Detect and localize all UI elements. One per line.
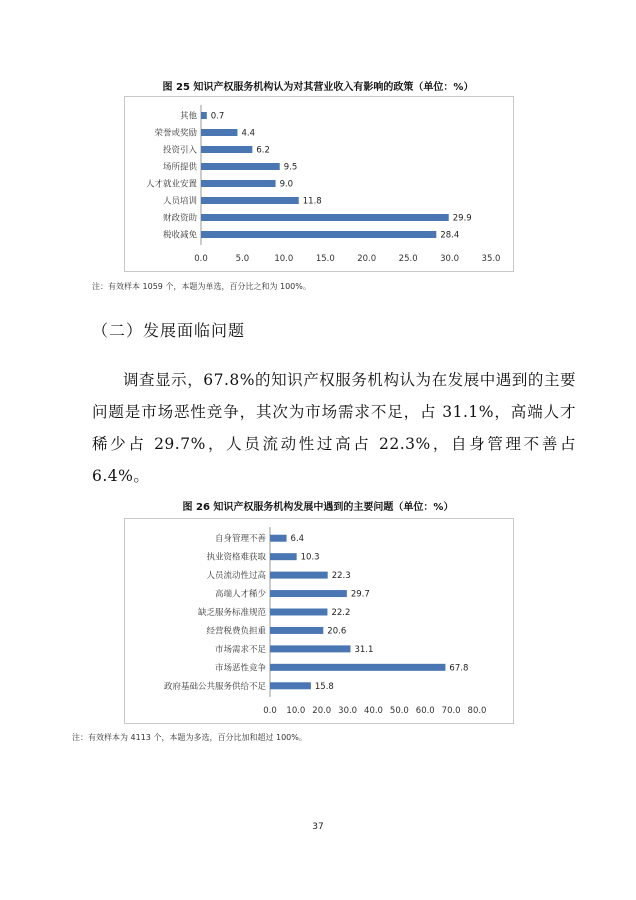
chart-26-note: 注：有效样本为 4113 个，本题为多选，百分比加和超过 100%。 [72, 733, 307, 742]
category-label-5: 人员培训 [162, 196, 197, 207]
x-tick-label-8: 80.0 [467, 706, 487, 716]
data-label-0: 0.7 [210, 111, 225, 122]
bar-2 [270, 572, 328, 579]
chart-26-title: 图 26 知识产权服务机构发展中遇到的主要问题（单位：%） [182, 502, 454, 513]
category-label-1: 执业资格难获取 [206, 552, 266, 563]
x-tick-label-0: 0.0 [263, 706, 277, 716]
category-label-3: 场所提供 [162, 162, 197, 173]
chart-26 [124, 518, 514, 724]
bar-3 [201, 163, 280, 170]
data-label-3: 29.7 [350, 589, 370, 600]
data-label-2: 22.3 [331, 571, 351, 582]
bar-1 [201, 129, 237, 136]
bar-7 [201, 231, 436, 238]
x-tick-label-7: 70.0 [441, 706, 461, 716]
data-label-5: 20.6 [327, 626, 347, 637]
data-label-1: 10.3 [300, 552, 320, 563]
bar-8 [270, 682, 311, 689]
data-label-5: 11.8 [302, 196, 322, 207]
x-tick-label-1: 5.0 [235, 254, 250, 264]
bar-6 [201, 214, 449, 221]
bar-0 [201, 112, 207, 119]
category-label-0: 自身管理不善 [214, 534, 266, 545]
x-tick-label-3: 30.0 [338, 706, 358, 716]
bar-4 [201, 180, 276, 187]
category-label-3: 高端人才稀少 [214, 589, 266, 600]
x-tick-label-0: 0.0 [194, 254, 208, 264]
category-label-2: 人员流动性过高 [206, 571, 266, 582]
data-label-1: 4.4 [241, 128, 255, 139]
data-label-4: 22.2 [331, 608, 351, 618]
section-heading: （二）发展面临问题 [92, 321, 246, 340]
data-label-8: 15.8 [314, 681, 334, 692]
bar-3 [270, 590, 347, 597]
x-tick-label-2: 10.0 [274, 254, 294, 264]
category-label-7: 市场恶性竞争 [214, 663, 266, 674]
x-tick-label-2: 20.0 [312, 706, 332, 716]
x-tick-label-6: 60.0 [415, 706, 435, 716]
data-label-7: 67.8 [449, 663, 469, 674]
data-label-6: 31.1 [354, 644, 374, 655]
bar-2 [201, 146, 252, 153]
body-paragraph: 调查显示，67.8%的知识产权服务机构认为在发展中遇到的主要问题是市场恶性竞争，其次为市场需求不足，占 31.1%，高端人才稀少占 29.7%，人员流动性过高占 22.3%，自身管理不善占 6.4%。 [92, 371, 576, 485]
chart-26-plot [125, 519, 513, 723]
bar-1 [270, 553, 297, 560]
bar-5 [270, 627, 323, 634]
x-tick-label-5: 50.0 [389, 706, 409, 716]
chart-25-title: 图 25 知识产权服务机构认为对其营业收入有影响的政策（单位：%） [162, 82, 474, 93]
page-number: 37 [312, 822, 324, 832]
category-label-6: 财政资助 [162, 213, 197, 224]
category-label-4: 缺乏服务标准规范 [197, 608, 266, 618]
chart-25-note: 注：有效样本 1059 个，本题为单选，百分比之和为 100%。 [92, 282, 311, 291]
category-label-8: 政府基础公共服务供给不足 [163, 681, 266, 692]
category-label-6: 市场需求不足 [214, 644, 266, 655]
bar-5 [201, 197, 299, 204]
bar-0 [270, 535, 287, 542]
chart-25 [124, 96, 514, 272]
category-label-7: 税收减免 [162, 230, 197, 241]
category-label-1: 荣誉或奖励 [154, 128, 197, 139]
x-tick-label-1: 10.0 [286, 706, 306, 716]
bar-6 [270, 645, 350, 652]
x-tick-label-3: 15.0 [315, 254, 335, 264]
bar-7 [270, 664, 445, 671]
category-label-0: 其他 [179, 111, 197, 122]
data-label-6: 29.9 [452, 213, 472, 224]
x-tick-label-4: 40.0 [364, 706, 383, 716]
x-tick-label-6: 30.0 [440, 254, 460, 264]
chart-25-plot [125, 97, 513, 271]
data-label-0: 6.4 [290, 534, 305, 545]
data-label-7: 28.4 [440, 230, 460, 241]
x-tick-label-7: 35.0 [481, 254, 501, 264]
category-label-5: 经营税费负担重 [206, 626, 266, 637]
x-tick-label-4: 20.0 [357, 254, 377, 264]
x-tick-label-5: 25.0 [398, 254, 418, 264]
data-label-2: 6.2 [256, 145, 270, 156]
data-label-4: 9.0 [279, 179, 294, 190]
category-label-4: 人才就业安置 [145, 179, 197, 190]
category-label-2: 投资引入 [162, 145, 197, 156]
data-label-3: 9.5 [283, 162, 298, 173]
bar-4 [270, 609, 327, 616]
